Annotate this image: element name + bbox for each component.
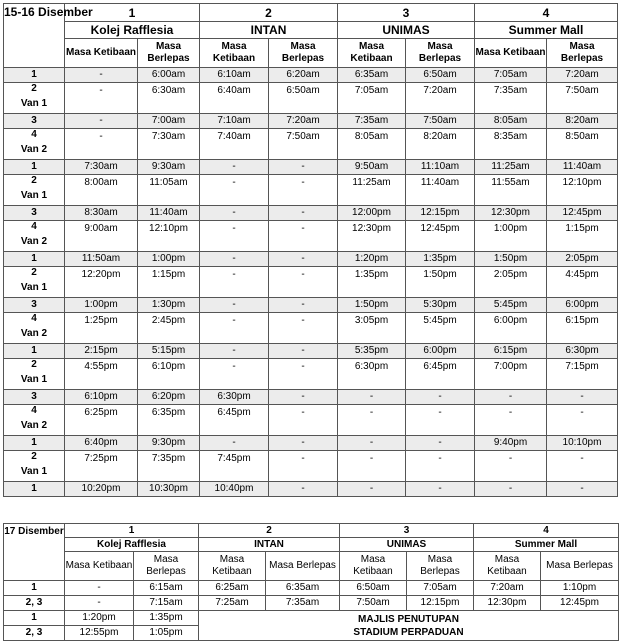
- subheader-arrive: Masa Ketibaan: [475, 39, 547, 68]
- subheader-depart: Masa Berlepas: [541, 552, 619, 581]
- time-cell: 6:10am: [200, 68, 269, 83]
- time-cell: 12:00pm: [338, 206, 406, 221]
- time-cell: 12:45pm: [547, 206, 618, 221]
- time-cell: -: [65, 596, 134, 611]
- time-cell: 6:50am: [269, 83, 338, 114]
- time-cell: 1:00pm: [138, 252, 200, 267]
- time-cell: -: [269, 206, 338, 221]
- subheader-arrive: Masa Ketibaan: [199, 552, 266, 581]
- time-cell: 1:50pm: [475, 252, 547, 267]
- time-cell: -: [65, 114, 138, 129]
- column-number: 1: [65, 524, 199, 538]
- subheader-depart: Masa Berlepas: [266, 552, 340, 581]
- van-label: Van 1: [20, 374, 48, 385]
- table-row: [4, 390, 618, 405]
- time-cell: 9:40pm: [475, 436, 547, 451]
- column-number: 1: [65, 4, 200, 22]
- column-number: 2: [200, 4, 338, 22]
- trip-number: 2: [31, 267, 37, 278]
- table-row: [4, 68, 618, 83]
- trip-number: 2: [31, 83, 37, 94]
- column-number: 4: [474, 524, 619, 538]
- time-cell: -: [269, 451, 338, 482]
- van-label: Van 1: [20, 282, 48, 293]
- time-cell: -: [269, 344, 338, 359]
- subheader-arrive: Masa Ketibaan: [200, 39, 269, 68]
- time-cell: 12:10pm: [547, 175, 618, 206]
- time-cell: 7:50am: [547, 83, 618, 114]
- time-cell: 6:15pm: [547, 313, 618, 344]
- time-cell: 11:05am: [138, 175, 200, 206]
- time-cell: -: [475, 390, 547, 405]
- trip-number: 2: [31, 175, 37, 186]
- time-cell: 1:35pm: [406, 252, 475, 267]
- time-cell: -: [269, 160, 338, 175]
- time-cell: 1:35pm: [134, 611, 199, 626]
- table-row: [4, 344, 618, 359]
- time-cell: 3:05pm: [338, 313, 406, 344]
- time-cell: 6:00am: [138, 68, 200, 83]
- trip-number: 2: [31, 451, 37, 462]
- note-line: MAJLIS PENUTUPAN: [358, 613, 459, 625]
- session-label: [4, 129, 65, 160]
- time-cell: 6:10pm: [65, 390, 138, 405]
- time-cell: 1:05pm: [134, 626, 199, 641]
- table-row: [4, 221, 618, 252]
- time-cell: -: [547, 482, 618, 497]
- time-cell: 6:50am: [406, 68, 475, 83]
- session-label: [4, 482, 65, 497]
- time-cell: 5:45pm: [475, 298, 547, 313]
- table-row: [4, 611, 619, 626]
- time-cell: 2:15pm: [65, 344, 138, 359]
- time-cell: 1:25pm: [65, 313, 138, 344]
- session-label: [4, 451, 65, 482]
- time-cell: 11:40am: [406, 175, 475, 206]
- subheader-arrive: Masa Ketibaan: [340, 552, 407, 581]
- time-cell: 11:10am: [406, 160, 475, 175]
- time-cell: 9:50am: [338, 160, 406, 175]
- date-label-text: 17 Disember: [4, 526, 64, 537]
- trip-number: 1: [4, 581, 65, 596]
- time-cell: 7:00pm: [475, 359, 547, 390]
- session-label: [4, 313, 65, 344]
- time-cell: 6:30am: [138, 83, 200, 114]
- table-row: [4, 298, 618, 313]
- van-label: Van 1: [20, 466, 48, 477]
- time-cell: 7:25am: [199, 596, 266, 611]
- session-label: [4, 114, 65, 129]
- schedule-table-15-16-dec: [3, 3, 618, 497]
- column-location: Summer Mall: [474, 538, 619, 552]
- time-cell: -: [200, 160, 269, 175]
- subheader-depart: Masa Berlepas: [134, 552, 199, 581]
- time-cell: 4:55pm: [65, 359, 138, 390]
- time-cell: 7:45pm: [200, 451, 269, 482]
- time-cell: 5:15pm: [138, 344, 200, 359]
- time-cell: 1:15pm: [547, 221, 618, 252]
- time-cell: 8:20am: [547, 114, 618, 129]
- table-row: [4, 405, 618, 436]
- time-cell: 6:40am: [200, 83, 269, 114]
- time-cell: 7:10am: [200, 114, 269, 129]
- schedule-table-17-dec: [3, 523, 619, 641]
- time-cell: 8:35am: [475, 129, 547, 160]
- time-cell: 6:00pm: [406, 344, 475, 359]
- time-cell: 6:35am: [338, 68, 406, 83]
- column-location: Summer Mall: [475, 22, 618, 39]
- time-cell: 8:05am: [475, 114, 547, 129]
- time-cell: -: [269, 390, 338, 405]
- time-cell: -: [406, 390, 475, 405]
- column-number: 3: [338, 4, 475, 22]
- time-cell: 12:45pm: [406, 221, 475, 252]
- column-number: 3: [340, 524, 474, 538]
- session-label: [4, 252, 65, 267]
- time-cell: 6:00pm: [475, 313, 547, 344]
- time-cell: -: [475, 405, 547, 436]
- table-row: [4, 206, 618, 221]
- time-cell: 7:20am: [269, 114, 338, 129]
- session-label: [4, 405, 65, 436]
- subheader-arrive: Masa Ketibaan: [474, 552, 541, 581]
- time-cell: 9:00am: [65, 221, 138, 252]
- time-cell: -: [269, 298, 338, 313]
- column-location: INTAN: [199, 538, 340, 552]
- trip-number: 2, 3: [4, 626, 65, 641]
- time-cell: 7:05am: [475, 68, 547, 83]
- session-label: [4, 83, 65, 114]
- time-cell: 5:45pm: [406, 313, 475, 344]
- closing-ceremony-note: [199, 611, 619, 641]
- time-cell: 7:15pm: [547, 359, 618, 390]
- session-label: [4, 175, 65, 206]
- time-cell: -: [406, 405, 475, 436]
- subheader-depart: Masa Berlepas: [269, 39, 338, 68]
- session-label: [4, 221, 65, 252]
- column-number: 4: [475, 4, 618, 22]
- van-label: Van 1: [20, 190, 48, 201]
- time-cell: 6:30pm: [338, 359, 406, 390]
- time-cell: 6:10pm: [138, 359, 200, 390]
- time-cell: -: [65, 129, 138, 160]
- table-row: [4, 436, 618, 451]
- table-row: [4, 359, 618, 390]
- time-cell: 7:25pm: [65, 451, 138, 482]
- time-cell: 2:05pm: [547, 252, 618, 267]
- table-row: [4, 83, 618, 114]
- time-cell: -: [475, 482, 547, 497]
- time-cell: -: [200, 298, 269, 313]
- time-cell: 7:50am: [269, 129, 338, 160]
- time-cell: -: [269, 221, 338, 252]
- time-cell: 6:40pm: [65, 436, 138, 451]
- trip-number: 1: [31, 437, 37, 448]
- table-row: [4, 160, 618, 175]
- time-cell: 6:35am: [266, 581, 340, 596]
- time-cell: 11:25am: [475, 160, 547, 175]
- date-label-text: 15-16 Disember: [4, 5, 93, 19]
- van-label: Van 2: [20, 420, 48, 431]
- time-cell: -: [338, 482, 406, 497]
- time-cell: -: [269, 359, 338, 390]
- time-cell: -: [200, 206, 269, 221]
- time-cell: 7:35am: [338, 114, 406, 129]
- time-cell: 1:50pm: [406, 267, 475, 298]
- time-cell: 12:45pm: [541, 596, 619, 611]
- time-cell: -: [269, 405, 338, 436]
- time-cell: 12:15pm: [407, 596, 474, 611]
- subheader-depart: Masa Berlepas: [138, 39, 200, 68]
- time-cell: 7:20am: [406, 83, 475, 114]
- session-label: [4, 436, 65, 451]
- time-cell: 7:50am: [406, 114, 475, 129]
- subheader-arrive: Masa Ketibaan: [65, 552, 134, 581]
- session-label: [4, 359, 65, 390]
- trip-number: 3: [31, 207, 37, 218]
- time-cell: 7:35pm: [138, 451, 200, 482]
- time-cell: 1:00pm: [65, 298, 138, 313]
- trip-number: 1: [4, 611, 65, 626]
- time-cell: 1:00pm: [475, 221, 547, 252]
- time-cell: 6:45pm: [406, 359, 475, 390]
- time-cell: 8:30am: [65, 206, 138, 221]
- time-cell: 7:00am: [138, 114, 200, 129]
- time-cell: 12:20pm: [65, 267, 138, 298]
- column-location: Kolej Rafflesia: [65, 22, 200, 39]
- note-line: STADIUM PERPADUAN: [353, 626, 464, 638]
- time-cell: 12:55pm: [65, 626, 134, 641]
- trip-number: 3: [31, 299, 37, 310]
- table-row: [4, 482, 618, 497]
- trip-number: 2, 3: [4, 596, 65, 611]
- time-cell: 11:25am: [338, 175, 406, 206]
- time-cell: -: [65, 68, 138, 83]
- time-cell: 12:10pm: [138, 221, 200, 252]
- time-cell: -: [200, 221, 269, 252]
- date-label: [4, 4, 93, 68]
- time-cell: 1:30pm: [138, 298, 200, 313]
- time-cell: 7:35am: [475, 83, 547, 114]
- trip-number: 1: [31, 161, 37, 172]
- column-number: 2: [199, 524, 340, 538]
- time-cell: 5:30pm: [406, 298, 475, 313]
- time-cell: 6:15pm: [475, 344, 547, 359]
- session-label: [4, 390, 65, 405]
- time-cell: 8:05am: [338, 129, 406, 160]
- time-cell: -: [547, 390, 618, 405]
- session-label: [4, 160, 65, 175]
- subheader-arrive: Masa Ketibaan: [65, 39, 138, 68]
- time-cell: -: [269, 436, 338, 451]
- time-cell: 7:15am: [134, 596, 199, 611]
- time-cell: -: [269, 175, 338, 206]
- subheader-depart: Masa Berlepas: [407, 552, 474, 581]
- time-cell: 6:15am: [134, 581, 199, 596]
- time-cell: 8:20am: [406, 129, 475, 160]
- column-location: INTAN: [200, 22, 338, 39]
- time-cell: 6:00pm: [547, 298, 618, 313]
- time-cell: 6:20am: [269, 68, 338, 83]
- trip-number: 4: [31, 221, 37, 232]
- time-cell: 1:35pm: [338, 267, 406, 298]
- column-location: UNIMAS: [338, 22, 475, 39]
- time-cell: 11:50am: [65, 252, 138, 267]
- trip-number: 1: [31, 483, 37, 494]
- session-label: [4, 298, 65, 313]
- time-cell: 6:25pm: [65, 405, 138, 436]
- time-cell: -: [269, 313, 338, 344]
- time-cell: -: [200, 313, 269, 344]
- time-cell: 9:30pm: [138, 436, 200, 451]
- time-cell: 8:50am: [547, 129, 618, 160]
- time-cell: 2:45pm: [138, 313, 200, 344]
- trip-number: 1: [31, 253, 37, 264]
- time-cell: 11:40am: [138, 206, 200, 221]
- table-row: [4, 451, 618, 482]
- column-location: UNIMAS: [340, 538, 474, 552]
- van-label: Van 2: [20, 236, 48, 247]
- trip-number: 3: [31, 115, 37, 126]
- time-cell: -: [200, 252, 269, 267]
- column-location: Kolej Rafflesia: [65, 538, 199, 552]
- time-cell: -: [547, 451, 618, 482]
- van-label: Van 2: [20, 328, 48, 339]
- subheader-depart: Masa Berlepas: [547, 39, 618, 68]
- time-cell: -: [338, 390, 406, 405]
- trip-number: 2: [31, 359, 37, 370]
- trip-number: 4: [31, 313, 37, 324]
- time-cell: 10:40pm: [200, 482, 269, 497]
- time-cell: -: [269, 267, 338, 298]
- time-cell: -: [547, 405, 618, 436]
- time-cell: -: [200, 175, 269, 206]
- trip-number: 4: [31, 129, 37, 140]
- van-label: Van 1: [20, 98, 48, 109]
- time-cell: -: [338, 451, 406, 482]
- time-cell: 7:20am: [474, 581, 541, 596]
- time-cell: 6:35pm: [138, 405, 200, 436]
- time-cell: 7:40am: [200, 129, 269, 160]
- session-label: [4, 267, 65, 298]
- time-cell: 9:30am: [138, 160, 200, 175]
- time-cell: 12:30pm: [475, 206, 547, 221]
- date-label: [4, 524, 65, 581]
- table-row: [4, 175, 618, 206]
- trip-number: 1: [31, 345, 37, 356]
- time-cell: 7:50am: [340, 596, 407, 611]
- time-cell: -: [269, 482, 338, 497]
- table-row: [4, 129, 618, 160]
- time-cell: 2:05pm: [475, 267, 547, 298]
- time-cell: -: [200, 344, 269, 359]
- time-cell: 6:30pm: [547, 344, 618, 359]
- time-cell: 1:20pm: [65, 611, 134, 626]
- time-cell: 10:10pm: [547, 436, 618, 451]
- time-cell: 12:30pm: [474, 596, 541, 611]
- session-label: [4, 206, 65, 221]
- table-row: [4, 313, 618, 344]
- time-cell: 6:30pm: [200, 390, 269, 405]
- trip-number: 4: [31, 405, 37, 416]
- trip-number: 1: [31, 69, 37, 80]
- table-row: [4, 581, 619, 596]
- time-cell: 7:35am: [266, 596, 340, 611]
- time-cell: -: [65, 581, 134, 596]
- time-cell: 5:35pm: [338, 344, 406, 359]
- time-cell: 6:25am: [199, 581, 266, 596]
- time-cell: 4:45pm: [547, 267, 618, 298]
- time-cell: 1:20pm: [338, 252, 406, 267]
- time-cell: 6:20pm: [138, 390, 200, 405]
- time-cell: -: [338, 405, 406, 436]
- time-cell: -: [475, 451, 547, 482]
- session-label: [4, 344, 65, 359]
- time-cell: 7:05am: [338, 83, 406, 114]
- time-cell: 6:45pm: [200, 405, 269, 436]
- table-row: [4, 114, 618, 129]
- time-cell: -: [406, 451, 475, 482]
- time-cell: 10:30pm: [138, 482, 200, 497]
- time-cell: -: [406, 482, 475, 497]
- time-cell: 12:30pm: [338, 221, 406, 252]
- session-label: [4, 68, 65, 83]
- time-cell: 7:30am: [65, 160, 138, 175]
- time-cell: 6:50am: [340, 581, 407, 596]
- time-cell: 7:05am: [407, 581, 474, 596]
- time-cell: 7:30am: [138, 129, 200, 160]
- time-cell: -: [338, 436, 406, 451]
- time-cell: 11:40am: [547, 160, 618, 175]
- time-cell: 1:15pm: [138, 267, 200, 298]
- table-row: [4, 596, 619, 611]
- time-cell: -: [200, 436, 269, 451]
- time-cell: -: [200, 359, 269, 390]
- time-cell: -: [65, 83, 138, 114]
- time-cell: -: [269, 252, 338, 267]
- time-cell: 10:20pm: [65, 482, 138, 497]
- time-cell: 1:50pm: [338, 298, 406, 313]
- subheader-arrive: Masa Ketibaan: [338, 39, 406, 68]
- subheader-depart: Masa Berlepas: [406, 39, 475, 68]
- trip-number: 3: [31, 391, 37, 402]
- time-cell: 12:15pm: [406, 206, 475, 221]
- time-cell: 1:10pm: [541, 581, 619, 596]
- time-cell: 11:55am: [475, 175, 547, 206]
- table-row: [4, 252, 618, 267]
- table-row: [4, 267, 618, 298]
- van-label: Van 2: [20, 144, 48, 155]
- time-cell: -: [200, 267, 269, 298]
- time-cell: -: [406, 436, 475, 451]
- time-cell: 8:00am: [65, 175, 138, 206]
- time-cell: 7:20am: [547, 68, 618, 83]
